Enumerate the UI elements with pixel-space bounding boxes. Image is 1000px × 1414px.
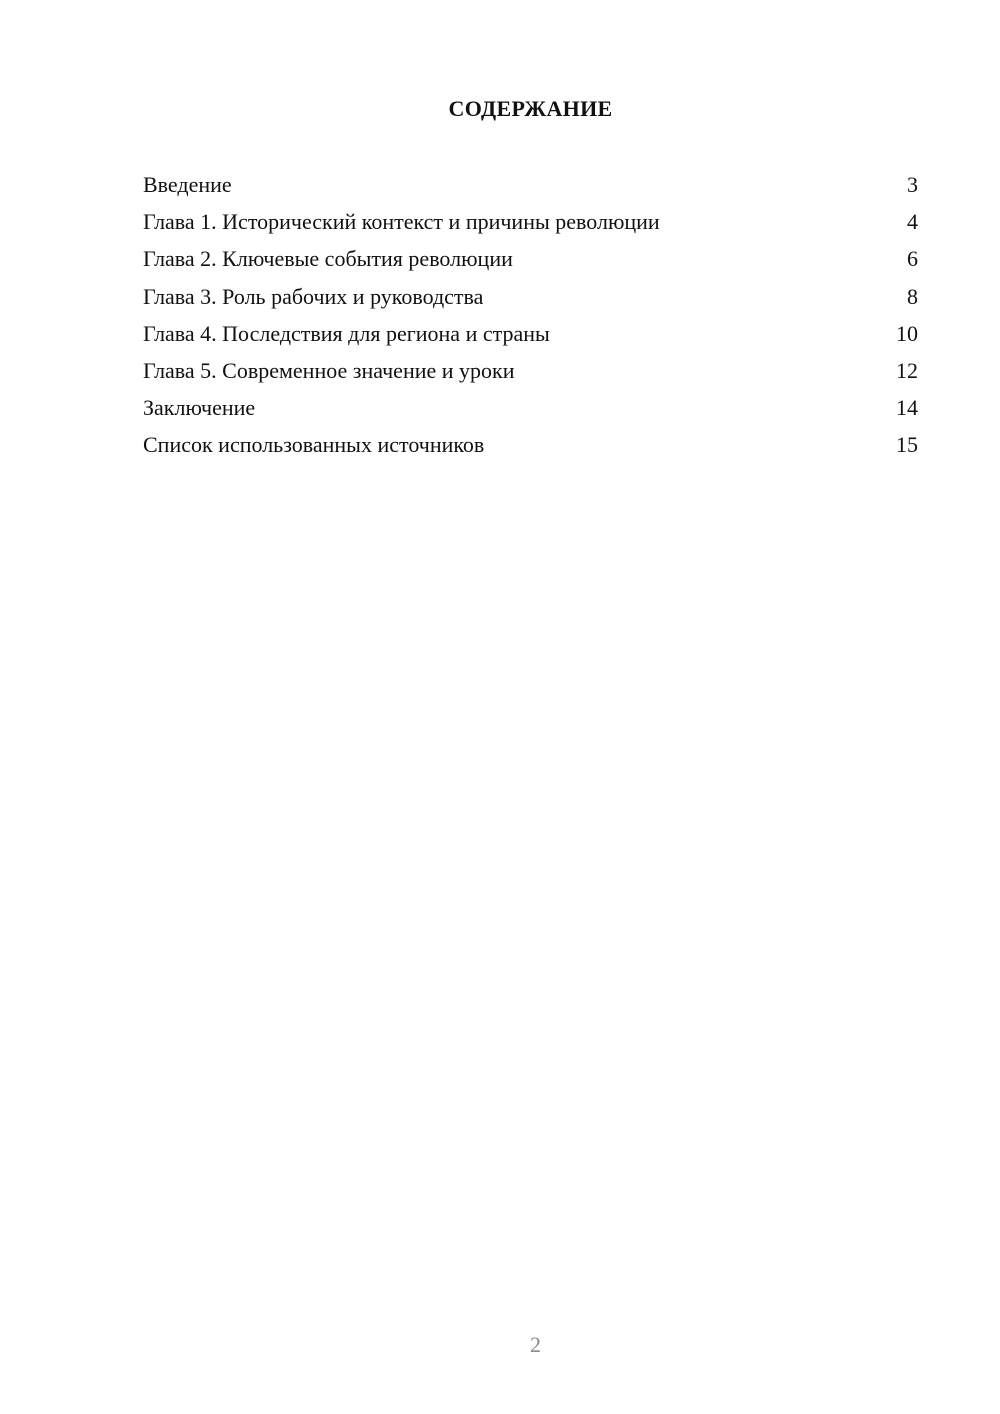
toc-entry-label: Глава 3. Роль рабочих и руководства (143, 283, 484, 309)
toc-entry-label: Глава 4. Последствия для региона и страны (143, 320, 550, 346)
table-of-contents (143, 168, 918, 466)
toc-entry-label: Введение (143, 172, 232, 197)
toc-entry-chapter-2[interactable] (143, 242, 918, 279)
toc-entry-chapter-5[interactable] (143, 354, 918, 391)
toc-entry-label: Заключение (143, 395, 256, 421)
toc-entry-chapter-4[interactable] (143, 317, 918, 354)
toc-entry-label: Список использованных источников (143, 432, 485, 458)
toc-entry-label: Глава 2. Ключевые события революции (143, 246, 513, 272)
toc-entry-page-number: 15 (896, 432, 918, 458)
toc-entry-page-number: 8 (907, 283, 918, 309)
toc-entry-page-number: 10 (896, 320, 918, 346)
toc-entry-introduction[interactable] (143, 168, 918, 205)
toc-entry-chapter-1[interactable] (143, 205, 918, 242)
toc-entry-references[interactable] (143, 428, 918, 465)
toc-entry-conclusion[interactable] (143, 391, 918, 428)
page-number: 2 (530, 1332, 541, 1357)
toc-entry-page-number: 6 (907, 246, 918, 272)
toc-entry-page-number: 4 (907, 209, 918, 235)
toc-entry-page-number: 12 (896, 357, 918, 383)
toc-entry-page-number: 3 (907, 172, 918, 197)
toc-entry-page-number: 14 (896, 395, 918, 421)
toc-entry-label: Глава 5. Современное значение и уроки (143, 357, 515, 383)
toc-entry-label: Глава 1. Исторический контекст и причины революции (143, 209, 660, 235)
page-title: СОДЕРЖАНИЕ (448, 96, 613, 121)
toc-entry-chapter-3[interactable] (143, 280, 918, 317)
